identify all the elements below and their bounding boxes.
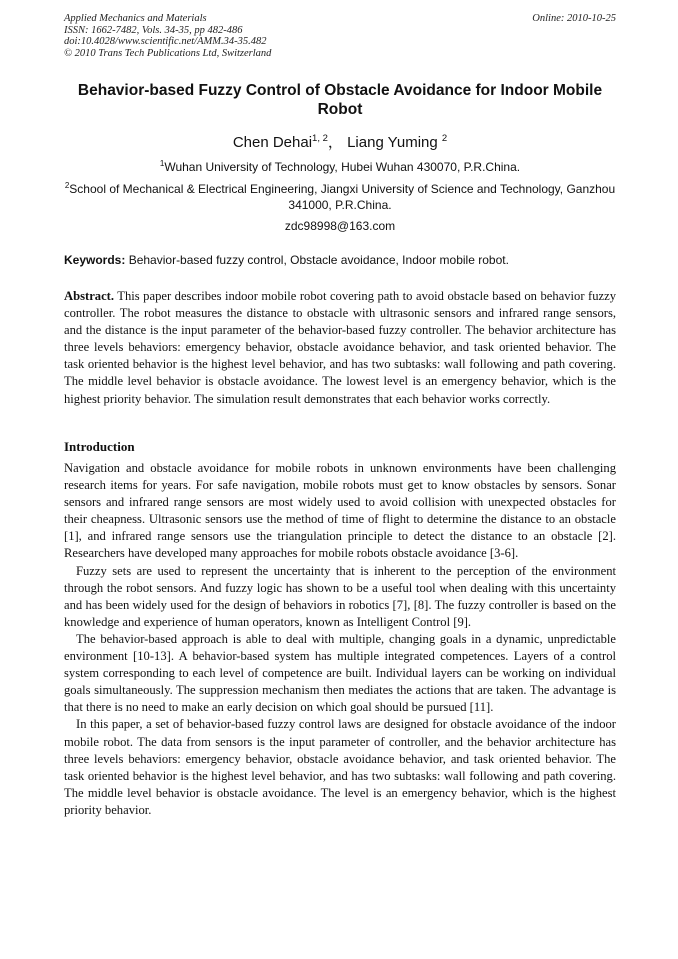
author-affiliation-marker: 1, 2 — [312, 133, 328, 144]
affiliation-text: Wuhan University of Technology, Hubei Wuhan 430070, P.R.China. — [164, 160, 521, 174]
affiliation-text: School of Mechanical & Electrical Engineering, Jiangxi University of Science and Technology, Ganzhou 341000, P.R.China. — [69, 182, 616, 212]
affiliation-marker: 2 — [64, 181, 70, 190]
introduction-body — [64, 460, 616, 819]
paragraph: Navigation and obstacle avoidance for mobile robots in unknown environments have been challenging research items for years. For safe navigation, mobile robots must get to know obstacles by sensors. Sonar sensors and infrared range sensors are most widely used to avoid collision with unexpected obstacles for their cheapness. Ultrasonic sensors use the method of time of flight to determine the distance to an obstacle [1], and infrared range sensors use the triangulation principle to detect the distance to an obstacle [2]. Researchers have developed many approaches for mobile robots obstacle avoidance [3-6]. — [64, 461, 616, 561]
keywords-text: Behavior-based fuzzy control, Obstacle avoidance, Indoor mobile robot. — [128, 253, 509, 267]
keywords — [64, 252, 616, 268]
abstract — [64, 288, 616, 408]
author-email: zdc98998@163.com — [284, 219, 396, 233]
author-name: Liang Yuming — [347, 134, 438, 151]
author-affiliation-marker: 2 — [441, 133, 448, 144]
paragraph: In this paper, a set of behavior-based fuzzy control laws are designed for obstacle avoidance of the indoor mobile robot. The data from sensors is the input parameter of controller, and the behavior architecture has three levels behaviors: emergency behavior, obstacle avoidance behavior, and task oriented behavior. The task oriented behavior is the highest level behavior, and has two subtasks: wall following and path covering. The middle level behavior is obstacle avoidance. The level is an emergency behavior, which is the highest priority behavior. — [64, 717, 616, 817]
affiliation-1 — [64, 159, 616, 175]
journal-name: Applied Mechanics and Materials — [64, 13, 207, 24]
author-list — [64, 134, 616, 152]
affiliation-marker: 1 — [159, 159, 165, 168]
running-header — [64, 13, 616, 59]
paper-title: Behavior-based Fuzzy Control of Obstacle Avoidance for Indoor Mobile Robot — [77, 82, 603, 118]
keywords-label: Keywords: — [64, 253, 126, 267]
paragraph: Fuzzy sets are used to represent the uncertainty that is inherent to the perception of the environment through the robot sensors. And fuzzy logic has shown to be a useful tool when dealing with this uncertainty and has been widely used for the design of behaviors in robotics [7], [8]. The fuzzy controller is based on the knowledge and experience of human operators, known as Intelligent Control [9]. — [64, 563, 616, 629]
abstract-label: Abstract. — [64, 289, 115, 303]
affiliation-2 — [64, 181, 616, 213]
copyright-line: © 2010 Trans Tech Publications Ltd, Switzerland — [64, 47, 272, 59]
section-heading: Introduction — [64, 439, 135, 454]
online-date: Online: 2010-10-25 — [532, 13, 616, 24]
doi-line: doi:10.4028/www.scientific.net/AMM.34-35.482 — [64, 36, 267, 47]
issn-line: ISSN: 1662-7482, Vols. 34-35, pp 482-486 — [64, 24, 243, 36]
author-name: Chen Dehai — [232, 134, 313, 151]
paragraph: The behavior-based approach is able to deal with multiple, changing goals in a dynamic, unpredictable environment [10-13]. A behavior-based system has multiple integrated competences. Layers of a control system corresponding to each level of competence are built. Individual layers can be working on individual goals simultaneously. The suppression mechanism then mediates the actions that are taken. The advantage is that there is no need to make an early decision on which goal should be pursued [11]. — [64, 631, 616, 715]
author-separator: ， — [327, 134, 343, 151]
abstract-text: This paper describes indoor mobile robot covering path to avoid obstacle based on behavior fuzzy controller. The robot measures the distance to obstacle with ultrasonic sensors and infrared range sensors, and the distance is the input parameter of the behavior-based fuzzy controller. The behavior architecture has three levels behaviors: emergency behavior, obstacle avoidance behavior, and task oriented behavior. The task oriented behavior is the highest level behavior, and has two subtasks: wall following and path covering. The middle level behavior is obstacle avoidance. The lowest level is an emergency behavior, which is the highest priority behavior. The simulation result demonstrates that each behavior works correctly. — [64, 289, 617, 406]
